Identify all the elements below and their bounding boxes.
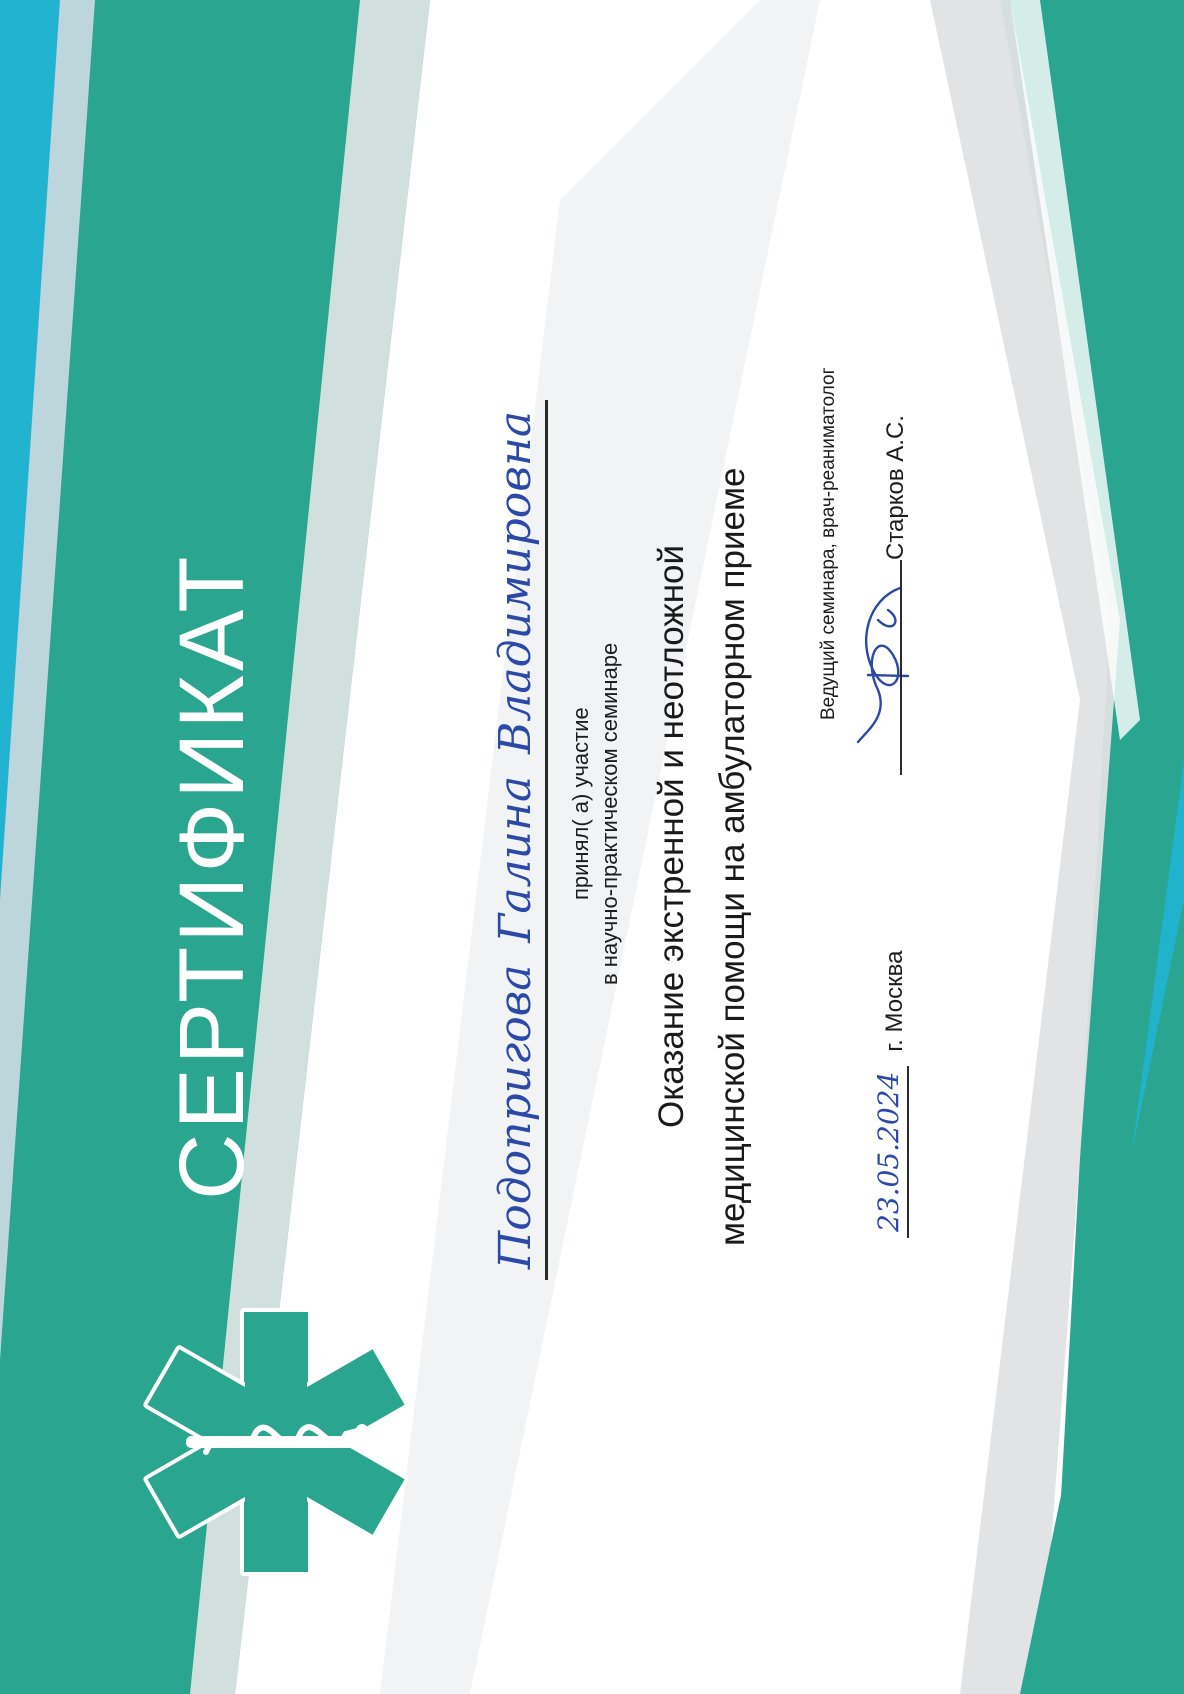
issue-date: 23.05.2024 [872, 1066, 909, 1238]
signature-icon [848, 580, 918, 750]
recipient-patronymic: Владимировна [490, 410, 541, 754]
recipient-name-field [478, 400, 548, 1280]
date-city-block [872, 951, 909, 1238]
recipient-surname: Подопригова [490, 964, 541, 1270]
recipient-first-name: Галина [490, 775, 541, 943]
lead-name: Старков А.С. [882, 415, 909, 560]
city: г. Москва [881, 950, 908, 1052]
signature-line [900, 560, 902, 775]
certificate-title: СЕРТИФИКАТ [161, 552, 263, 1200]
seminar-title-line-1: Оказание экстренной и неотложной [652, 544, 691, 1128]
lead-label: Ведущий семинара, врач-реаниматолог [818, 367, 839, 720]
event-type-line: в научно-практическом семинаре [597, 642, 622, 985]
participation-line: принял( а) участие [568, 707, 593, 900]
seminar-title-line-2: медицинской помощи на амбулаторном приеме [713, 467, 752, 1246]
